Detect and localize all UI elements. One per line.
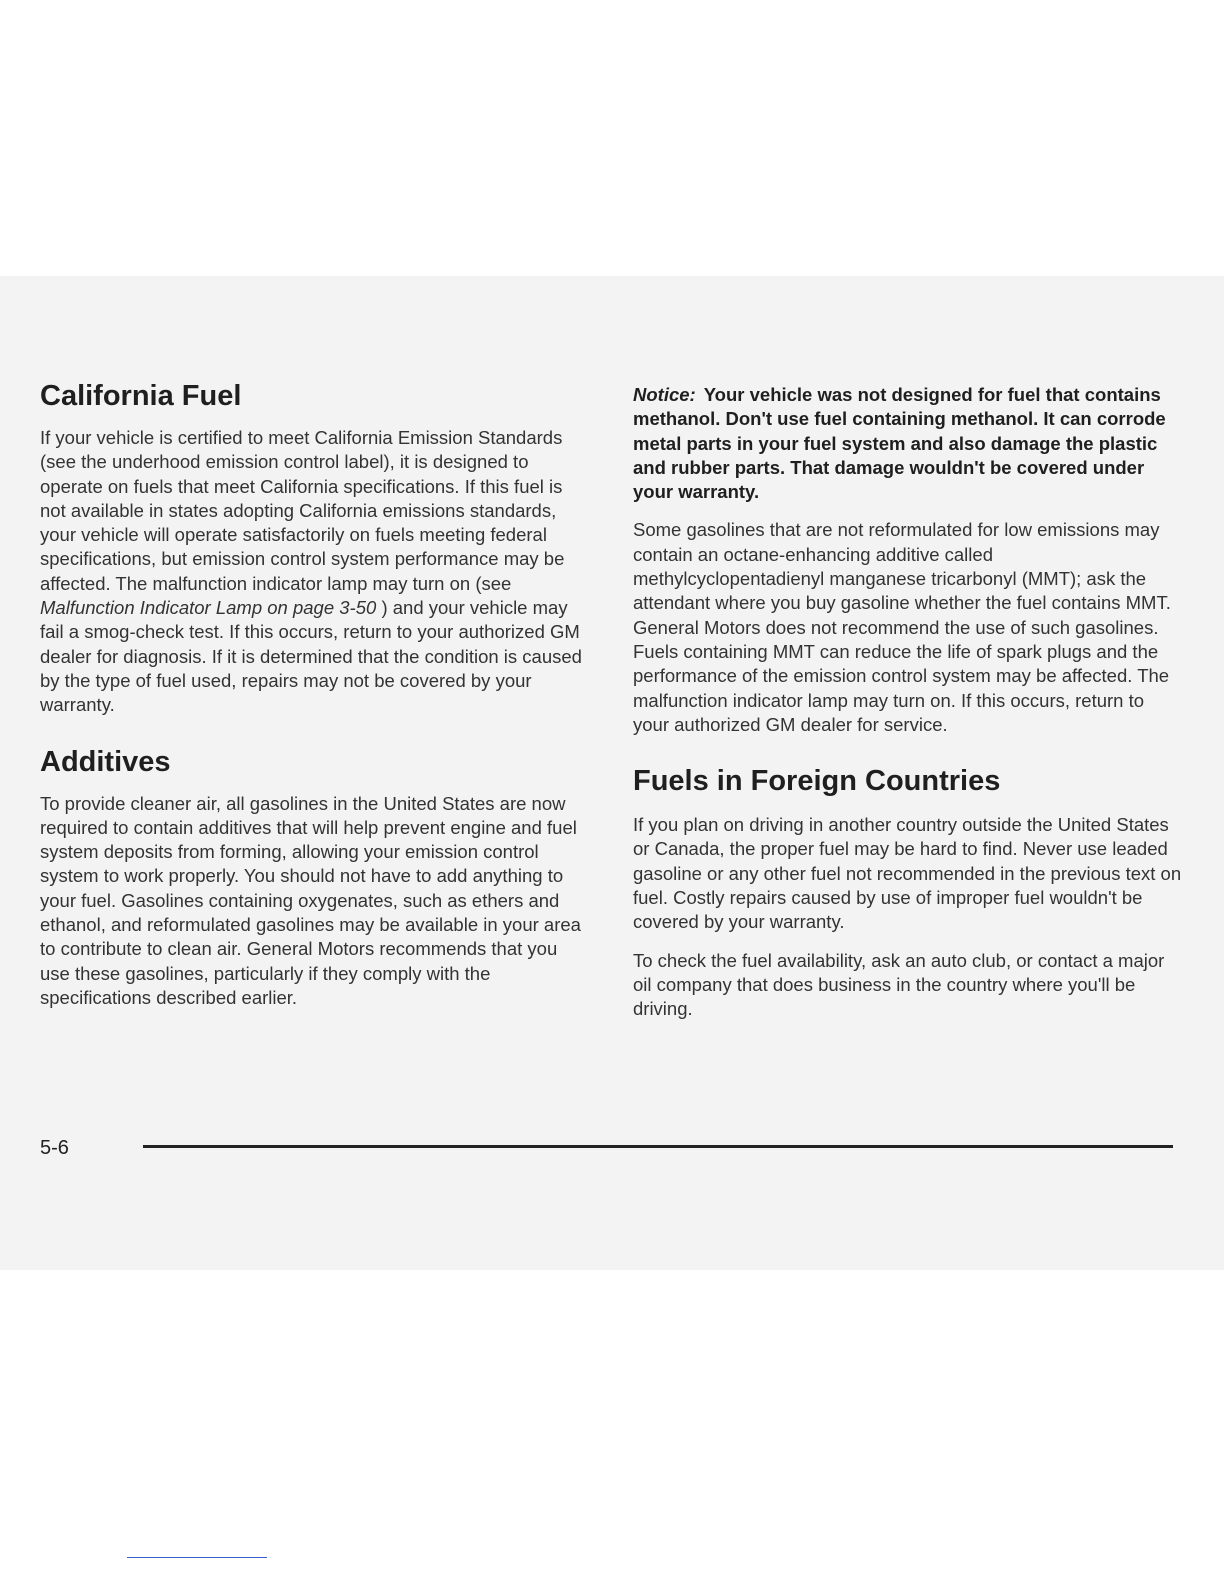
page-number: 5-6 (40, 1137, 69, 1159)
left-column (40, 378, 592, 1010)
foreign-paragraph-1: If you plan on driving in another country outside the United States or Canada, the proper fuel may be hard to find. Never use leaded gasoline or any other fuel not recommended in the previous text on fuel. Costly repairs caused by use of improper fuel wouldn't be covered by your warranty. (633, 814, 1182, 933)
foreign-paragraph-2: To check the fuel availability, ask an auto club, or contact a major oil company that does business in the country where you'll be driving. (633, 949, 1165, 1020)
foreign-countries-heading: Fuels in Foreign Countries (633, 765, 1001, 798)
california-fuel-heading: California Fuel (40, 380, 242, 412)
malfunction-lamp-reference[interactable]: Malfunction Indicator Lamp on page 3-50 (40, 597, 377, 619)
additives-paragraph: To provide cleaner air, all gasolines in the United States are now required to contain additives that will help prevent engine and fuel system deposits from forming, allowing your emission control system to work properly. You should not have to add anything to your fuel. Gasolines containing oxygenates, such as ethers and ethanol, and reformulated gasolines may be available in your area to contribute to clean air. General Motors recommends that you use these gasolines, particularly if they comply with the specifications described earlier. (40, 792, 581, 1008)
mmt-paragraph: Some gasolines that are not reformulated for low emissions may contain an octane-enhancing additive called methylcyclopentadienyl manganese tricarbonyl (MMT); ask the attendant where you buy gasoline whether the fuel contains MMT. General Motors does not recommend the use of such gasolines. Fuels containing MMT can reduce the life of spark plugs and the performance of the emission control system may be affected. The malfunction indicator lamp may turn on. If this occurs, return to your authorized GM dealer for service. (633, 519, 1171, 735)
california-text-b: ) and your vehicle may fail a smog-check test. If this occurs, return to your authorized GM dealer for diagnosis. If it is determined that the condition is caused by the type of fuel used, repairs may not be covered by your warranty. (40, 597, 582, 716)
footer-rule (143, 1145, 1173, 1148)
notice-label: Notice: (633, 384, 696, 405)
right-column (633, 383, 1183, 1022)
california-text-a: If your vehicle is certified to meet California Emission Standards (see the underhood emission control label), it is designed to operate on fuels that meet California specifications. If this fuel is not available in states adopting California emissions standards, your vehicle will operate satisfactorily on fuels meeting federal specifications, but emission control system performance may be affected. The malfunction indicator lamp may turn on (see (40, 427, 565, 594)
notice-text: Your vehicle was not designed for fuel that contains methanol. Don't use fuel containing methanol. It can corrode metal parts in your fuel system and also damage the plastic and rubber parts. That damage wouldn't be covered under your warranty. (633, 384, 1166, 503)
notice-block (633, 383, 1183, 504)
footer-link-underline (127, 1557, 267, 1558)
california-fuel-paragraph (40, 426, 592, 718)
additives-heading: Additives (40, 745, 171, 778)
